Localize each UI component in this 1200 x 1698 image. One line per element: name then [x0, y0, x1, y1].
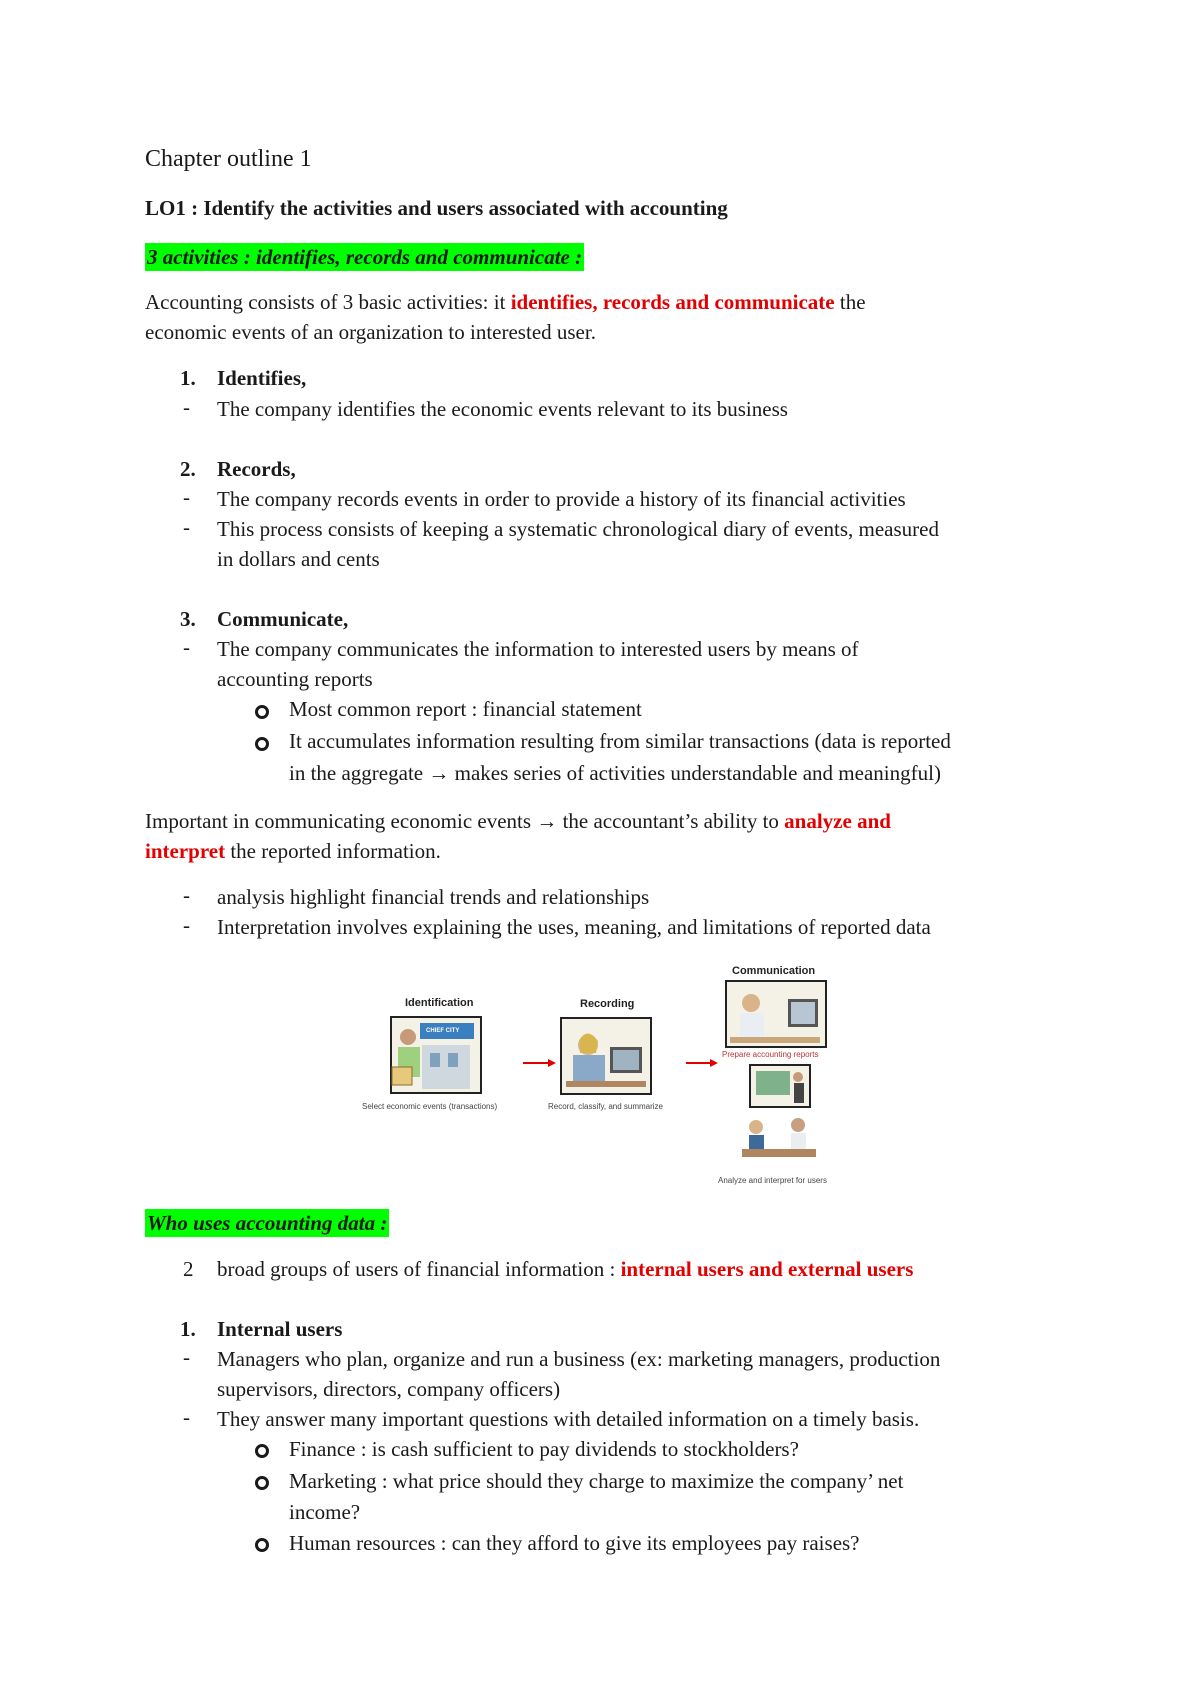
intro-line-1	[145, 287, 866, 317]
intro-emphasis: identifies, records and communicate	[510, 290, 835, 314]
hollow-circle-bullet-icon	[255, 1538, 269, 1552]
section-heading-users	[145, 1208, 389, 1238]
dash-bullet: -	[183, 1405, 190, 1429]
intro-line-2: economic events of an organization to interested user.	[145, 320, 596, 344]
dash-bullet: -	[183, 515, 190, 539]
internal-sub-line: Finance : is cash sufficient to pay dividends to stockholders?	[289, 1437, 799, 1461]
recording-illustration	[561, 1018, 651, 1094]
diagram-label-communication: Communication	[732, 965, 816, 977]
activity-line: This process consists of keeping a systematic chronological diary of events, measured	[217, 517, 939, 541]
activity-line: The company communicates the information to interested users by means of	[217, 637, 859, 661]
sub-bullet-text: in the aggregate	[289, 761, 424, 785]
activity-line: accounting reports	[217, 667, 373, 691]
right-arrow-icon: →	[428, 761, 450, 785]
activity-line: The company records events in order to provide a history of its financial activities	[217, 487, 906, 511]
sub-bullet-line: Most common report : financial statement	[289, 697, 642, 721]
chief-city-sign: CHIEF CITY	[426, 1028, 460, 1034]
analyze-illustration	[742, 1065, 816, 1157]
important-emphasis: interpret	[145, 839, 226, 863]
hollow-circle-bullet-icon	[255, 1476, 269, 1490]
activity-line: in dollars and cents	[217, 547, 380, 571]
page-title: Chapter outline 1	[145, 146, 312, 172]
communication-illustration	[726, 981, 826, 1047]
important-line-2	[145, 836, 441, 866]
important-text: the reported information.	[225, 839, 441, 863]
section-heading-activities	[145, 242, 584, 272]
internal-users-heading: Internal users	[217, 1317, 343, 1341]
internal-sub-line: Marketing : what price should they charge to maximize the company’ net	[289, 1469, 904, 1493]
activity-heading: Identifies,	[217, 366, 307, 390]
hollow-circle-bullet-icon	[255, 737, 269, 751]
internal-line: They answer many important questions with detailed information on a timely basis.	[217, 1407, 920, 1431]
caption-analyze: Analyze and interpret for users	[718, 1176, 827, 1185]
users-intro-emphasis: internal users and external users	[620, 1257, 914, 1281]
activity-heading: Communicate,	[217, 607, 349, 631]
right-arrow-icon	[686, 1059, 718, 1067]
learning-objective-heading: LO1 : Identify the activities and users associated with accounting	[145, 196, 728, 220]
right-arrow-icon: →	[536, 809, 558, 833]
internal-sub-line: income?	[289, 1500, 361, 1524]
intro-text: Accounting consists of 3 basic activities: it	[145, 290, 511, 314]
intro-text-end: the	[834, 290, 866, 314]
internal-line: supervisors, directors, company officers)	[217, 1377, 561, 1401]
dash-bullet: -	[183, 635, 190, 659]
accounting-activities-diagram	[358, 955, 858, 1190]
highlighted-heading: Who uses accounting data :	[147, 1211, 388, 1235]
list-number: 2.	[180, 457, 196, 481]
caption-recording: Record, classify, and summarize	[548, 1102, 663, 1111]
right-arrow-icon	[523, 1059, 556, 1067]
dash-bullet: -	[183, 883, 190, 907]
sub-bullet-text: makes series of activities understandable and meaningful)	[449, 761, 941, 785]
caption-identification: Select economic events (transactions)	[362, 1102, 498, 1111]
important-text: Important in communicating economic events	[145, 809, 537, 833]
highlighted-heading: 3 activities : identifies, records and communicate :	[147, 245, 583, 269]
users-intro-text: broad groups of users of financial information :	[217, 1257, 621, 1281]
important-emphasis: analyze and	[784, 809, 891, 833]
internal-sub-line: Human resources : can they afford to give its employees pay raises?	[289, 1531, 860, 1555]
analysis-line: Interpretation involves explaining the uses, meaning, and limitations of reported data	[217, 915, 931, 939]
dash-bullet: -	[183, 1345, 190, 1369]
caption-prepare-reports: Prepare accounting reports	[722, 1050, 819, 1059]
diagram-label-recording: Recording	[580, 998, 635, 1010]
users-intro-line	[217, 1254, 913, 1284]
hollow-circle-bullet-icon	[255, 1444, 269, 1458]
list-number: 1.	[180, 366, 196, 390]
sub-bullet-line: It accumulates information resulting from similar transactions (data is reported	[289, 729, 951, 753]
important-text: the accountant’s ability to	[557, 809, 785, 833]
important-line-1	[145, 806, 891, 836]
hollow-circle-bullet-icon	[255, 705, 269, 719]
internal-line: Managers who plan, organize and run a business (ex: marketing managers, production	[217, 1347, 941, 1371]
sub-bullet-line	[289, 758, 941, 788]
list-number: 2	[183, 1257, 194, 1281]
dash-bullet: -	[183, 485, 190, 509]
dash-bullet: -	[183, 913, 190, 937]
diagram-label-identification: Identification	[405, 997, 474, 1009]
analysis-line: analysis highlight financial trends and relationships	[217, 885, 650, 909]
list-number: 1.	[180, 1317, 196, 1341]
activity-line: The company identifies the economic events relevant to its business	[217, 397, 788, 421]
dash-bullet: -	[183, 395, 190, 419]
list-number: 3.	[180, 607, 196, 631]
diagram-illustrations	[358, 955, 858, 1190]
activity-heading: Records,	[217, 457, 296, 481]
